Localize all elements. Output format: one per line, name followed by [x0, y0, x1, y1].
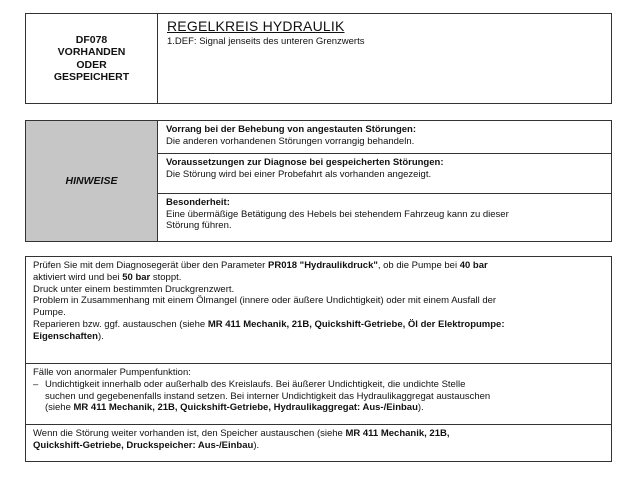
repair-note-cont: Eigenschaften).: [33, 330, 104, 342]
hint-row-special: [157, 193, 611, 243]
manual-ref: MR 411 Mechanik, 21B, Quickshift-Getriebe, Öl der Elektropumpe:: [207, 318, 505, 330]
manual-ref: Quickshift-Getriebe, Druckspeicher: Aus-/Einbau: [33, 439, 254, 451]
hint-text: Die anderen vorhandenen Störungen vorrangig behandeln.: [166, 135, 415, 147]
pump-intro: Fälle von anormaler Pumpenfunktion:: [33, 367, 191, 378]
accumulator-note-cont: Quickshift-Getriebe, Druckspeicher: Aus-/Einbau).: [33, 439, 260, 451]
procedure-check-section: [26, 257, 611, 363]
pump-case-line: Undichtigkeit innerhalb oder außerhalb des Kreislaufs. Bei äußerer Undichtigkeit, die undichte Stelle: [45, 378, 466, 390]
accumulator-note: Wenn die Störung weiter vorhanden ist, den Speicher austauschen (siehe MR 411 Mechanik, 21B,: [33, 428, 450, 439]
procedure-accumulator-section: [26, 424, 611, 463]
hints-rows: [157, 121, 611, 241]
pressure-note: Druck unter einem bestimmten Druckgrenzwert.: [33, 283, 235, 295]
pump-case-line: (siehe MR 411 Mechanik, 21B, Quickshift-Getriebe, Hydraulikaggregat: Aus-/Einbau).: [45, 402, 424, 414]
manual-ref: MR 411 Mechanik, 21B, Quickshift-Getriebe, Hydraulikaggregat: Aus-/Einbau: [73, 402, 418, 414]
parameter-ref: PR018 "Hydraulikdruck": [268, 260, 378, 271]
pressure-off-value: 50 bar: [122, 271, 151, 283]
hint-heading: Voraussetzungen zur Diagnose bei gespeicherten Störungen:: [166, 157, 444, 168]
hints-label: HINWEISE: [26, 121, 158, 241]
problem-note-line: Pumpe.: [33, 307, 66, 319]
hint-text-line: Eine übermäßige Betätigung des Hebels bei stehendem Fahrzeug kann zu dieser: [166, 208, 509, 220]
fault-status-line-2: ODER: [76, 58, 107, 71]
manual-ref: Eigenschaften: [33, 330, 98, 342]
hint-heading: Vorrang bei der Behebung von angestauten Störungen:: [166, 124, 417, 135]
diagnostic-procedure: [25, 256, 612, 462]
hints-table: [25, 120, 612, 242]
hint-text: Die Störung wird bei einer Probefahrt als vorhanden angezeigt.: [166, 168, 432, 180]
hint-row-conditions: [157, 153, 611, 193]
fault-status-line-3: GESPEICHERT: [53, 71, 130, 83]
fault-title: REGELKREIS HYDRAULIK: [167, 18, 345, 34]
fault-definition: 1.DEF: Signal jenseits des unteren Grenzwerts: [167, 36, 365, 47]
fault-code-cell: [26, 14, 158, 103]
fault-code: DF078: [75, 33, 108, 46]
hint-row-priority: [157, 121, 611, 153]
fault-title-cell: [167, 18, 605, 47]
fault-status-line-1: VORHANDEN: [57, 46, 126, 58]
problem-note-line: Problem in Zusammenhang mit einem Ölmangel (innere oder äußere Undichtigkeit) oder mit einem Ausfall der: [33, 295, 497, 307]
hint-text-line: Störung führen.: [166, 220, 232, 231]
fault-header: [25, 13, 612, 104]
check-paragraph-cont: aktiviert wird und bei 50 bar stoppt.: [33, 271, 182, 283]
pressure-on-value: 40 bar: [459, 260, 488, 271]
manual-ref: MR 411 Mechanik, 21B,: [345, 428, 450, 439]
pump-case-item: [33, 379, 605, 414]
pump-case-line: suchen und gegebenenfalls instand setzen. Bei interner Undichtigkeit das Hydraulikaggregat austauschen: [45, 390, 491, 402]
hint-heading: Besonderheit:: [166, 197, 230, 208]
procedure-pump-section: [26, 363, 611, 424]
check-paragraph: Prüfen Sie mit dem Diagnosegerät über den Parameter PR018 "Hydraulikdruck", ob die Pumpe bei 40 bar: [33, 260, 488, 271]
repair-note: Reparieren bzw. ggf. austauschen (siehe MR 411 Mechanik, 21B, Quickshift-Getriebe, Öl der Elektropumpe:: [33, 318, 505, 330]
dash-marker: –: [33, 378, 39, 390]
